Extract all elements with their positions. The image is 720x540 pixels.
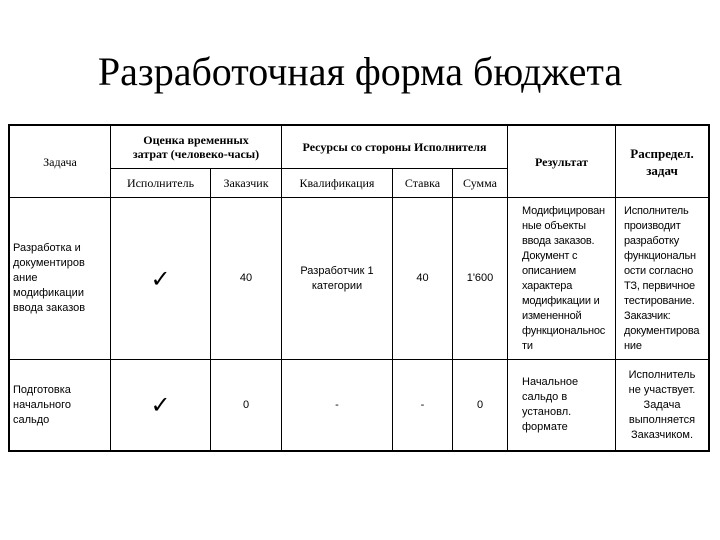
header-resources: Ресурсы со стороны Исполнителя [302, 140, 487, 154]
header-result: Результат [534, 154, 588, 169]
row2-distribution: Исполнитель не участвует. Задача выполняется Заказчиком. [628, 368, 696, 441]
row1-qualification: Разработчик 1 категории [300, 264, 374, 292]
row2-rate: - [420, 398, 425, 411]
row2-sum: 0 [476, 398, 484, 411]
checkmark-icon: ✓ [150, 391, 171, 419]
row1-result: Модифицирован ные объекты ввода заказов. Документ с описанием характера модификации и измененной функциональнос ти [522, 204, 606, 352]
row1-distribution: Исполнитель производит разработку функциональн ости согласно ТЗ, первичное тестирование. Заказчик: документирова ние [624, 204, 700, 352]
header-qualification: Квалификация [299, 176, 375, 190]
row1-sum: 1'600 [466, 272, 494, 284]
row1-task: Разработка и документиров ание модификации ввода заказов [13, 242, 86, 314]
header-task: Задача [43, 154, 77, 169]
budget-table [8, 124, 710, 452]
page-title: Разработочная форма бюджета [97, 49, 623, 94]
header-executor: Исполнитель [126, 176, 195, 190]
header-time-estimate: Оценка временных затрат (человеко-часы) [132, 133, 260, 161]
row2-customer: 0 [242, 398, 250, 411]
row1-rate: 40 [416, 272, 429, 284]
row2-result: Начальное сальдо в установл. формате [522, 376, 579, 433]
row2-task: Подготовка начального сальдо [13, 383, 72, 426]
row1-customer: 40 [239, 272, 253, 284]
header-distribution: Распредел. задач [630, 145, 694, 178]
header-customer: Заказчик [223, 176, 269, 190]
checkmark-icon: ✓ [150, 264, 171, 293]
header-sum: Сумма [463, 176, 497, 190]
header-rate: Ставка [404, 176, 441, 190]
row2-qualification: - [335, 398, 339, 411]
